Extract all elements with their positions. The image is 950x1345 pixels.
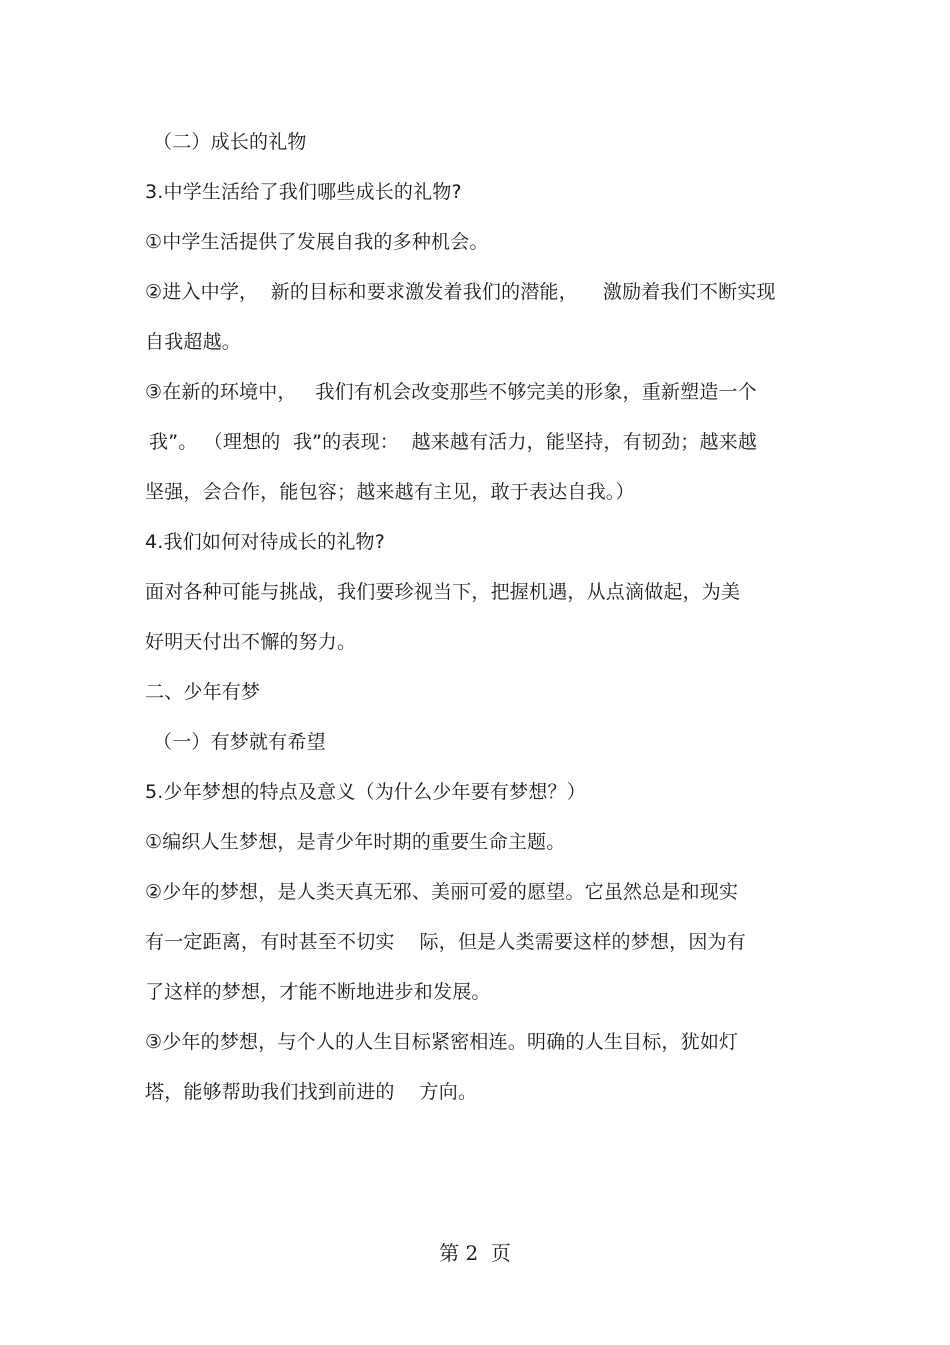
text-line: 我”。 （理想的 我”的表现： 越来越有活力，能坚持，有韧劲；越来越 [149,431,758,453]
text-line: 面对各种可能与挑战，我们要珍视当下，把握机遇，从点滴做起，为美 [145,581,741,603]
text-line: ①编织人生梦想，是青少年时期的重要生命主题。 [145,831,566,853]
text-line: 好明天付出不懈的努力。 [145,631,357,653]
text-line: ①中学生活提供了发展自我的多种机会。 [145,231,489,253]
text-line: ②进入中学， 新的目标和要求激发着我们的潜能， 激励着我们不断实现 [145,281,776,303]
text-line: ③在新的环境中， 我们有机会改变那些不够完美的形象，重新塑造一个 [145,381,757,403]
text-line: 了这样的梦想，才能不断地进步和发展。 [145,981,491,1003]
question-heading: 5.少年梦想的特点及意义（为什么少年要有梦想？） [145,781,586,803]
text-line: 坚强，会合作，能包容；越来越有主见，敢于表达自我。） [145,481,635,503]
text-line: ②少年的梦想，是人类天真无邪、美丽可爱的愿望。它虽然总是和现实 [145,881,739,903]
section-heading: （一）有梦就有希望 [153,731,326,753]
question-heading: 3.中学生活给了我们哪些成长的礼物? [145,181,462,203]
question-heading: 4.我们如何对待成长的礼物? [145,531,386,553]
text-line: 自我超越。 [145,331,242,353]
text-line: ③少年的梦想，与个人的人生目标紧密相连。明确的人生目标，犹如灯 [145,1031,739,1053]
text-line: 有一定距离，有时甚至不切实 际，但是人类需要这样的梦想，因为有 [145,931,746,953]
page-number: 第 2 页 [439,1241,511,1265]
section-heading: 二、少年有梦 [145,681,261,703]
text-line: 塔，能够帮助我们找到前进的 方向。 [145,1081,478,1103]
section-heading: （二）成长的礼物 [153,131,307,153]
